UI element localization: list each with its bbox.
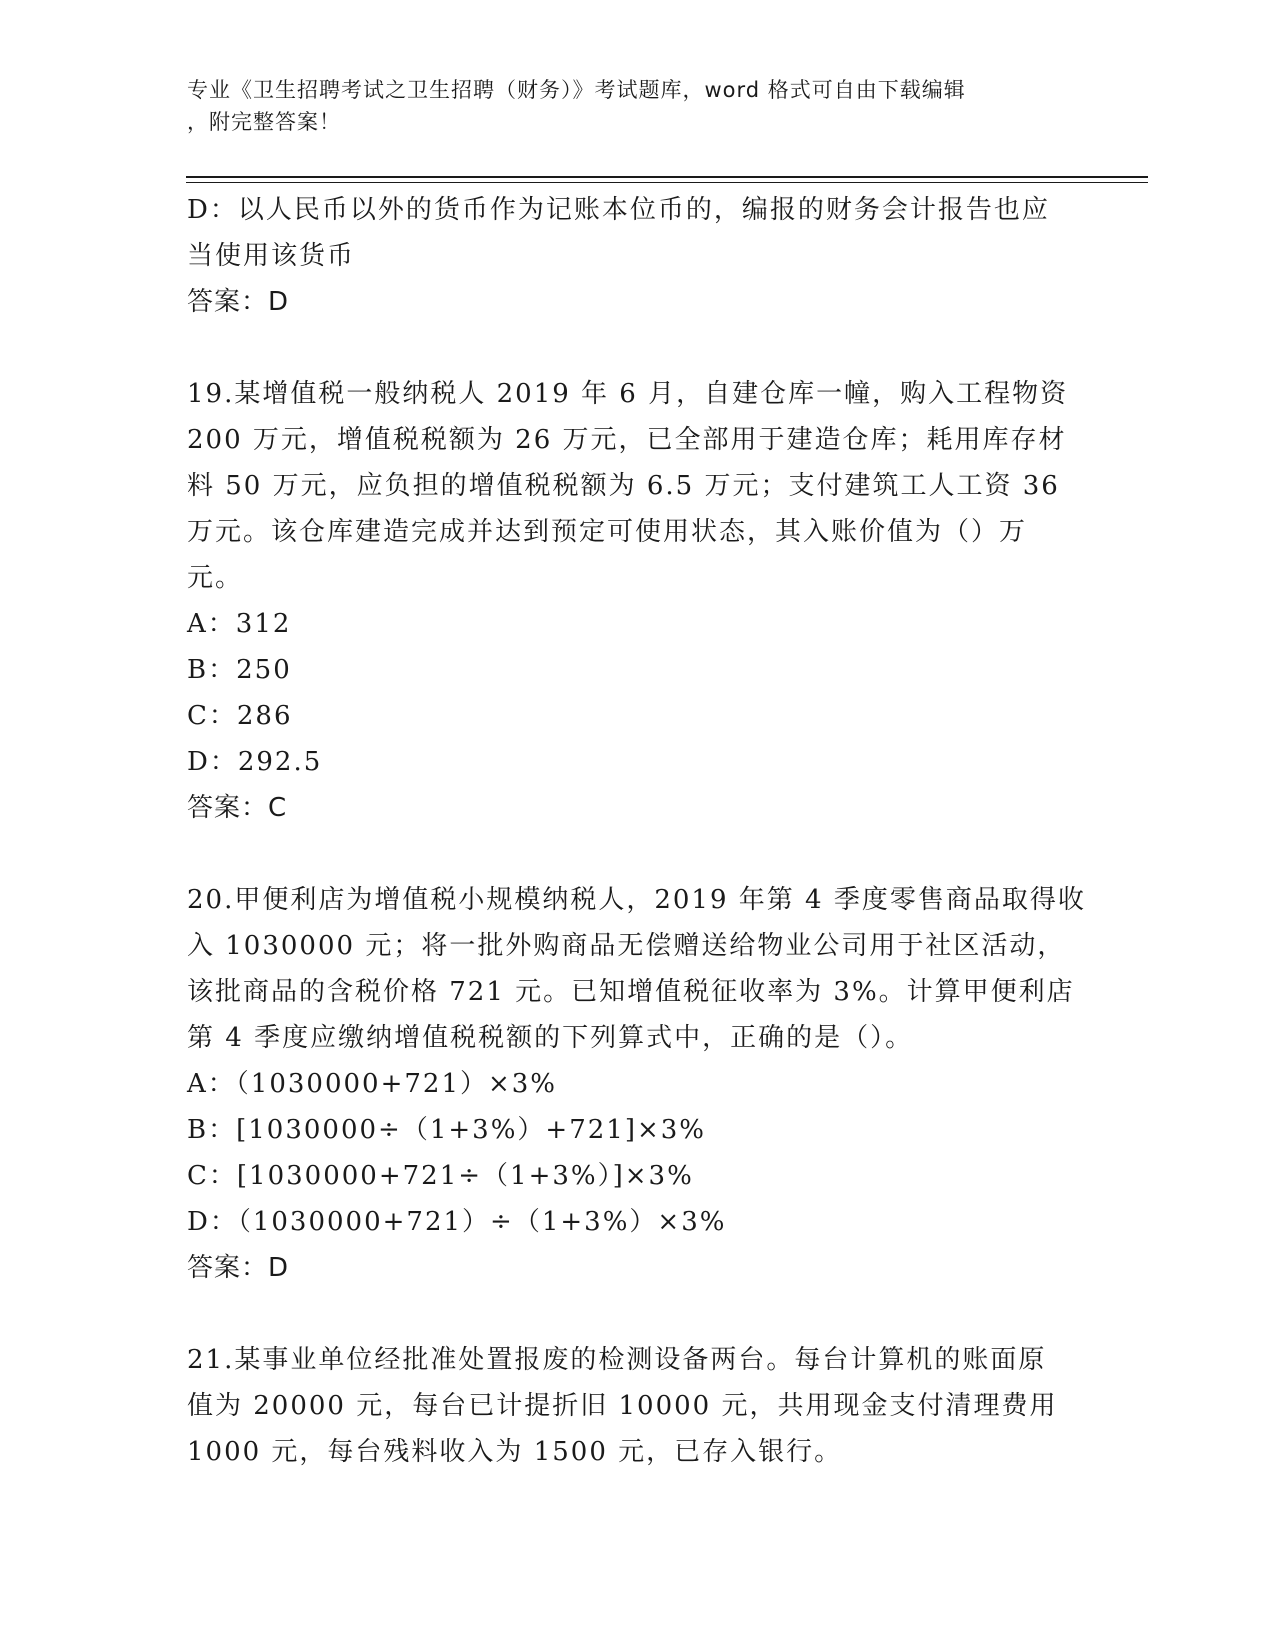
answer-label: 答案：D bbox=[187, 287, 290, 317]
question-stem-line: 19.某增值税一般纳税人 2019 年 6 月，自建仓库一幢，购入工程物资 bbox=[187, 379, 1069, 409]
header-line-2: ，附完整答案！ bbox=[187, 110, 341, 134]
option-b: B：[1030000÷（1+3%）+721]×3% bbox=[187, 1115, 706, 1145]
answer-label: 答案：C bbox=[187, 793, 288, 823]
question-21 bbox=[187, 1337, 1087, 1475]
option-c: C：286 bbox=[187, 701, 293, 731]
option-b: B：250 bbox=[187, 655, 292, 685]
question-19 bbox=[187, 371, 1087, 831]
option-c: C：[1030000+721÷（1+3%）]×3% bbox=[187, 1161, 694, 1191]
answer-label: 答案：D bbox=[187, 1253, 290, 1283]
header-divider-thin bbox=[186, 182, 1148, 183]
spacer bbox=[187, 325, 1087, 371]
header-divider bbox=[186, 176, 1148, 178]
question-stem-line: 万元。该仓库建造完成并达到预定可使用状态，其入账价值为（）万 bbox=[187, 517, 1028, 547]
question-stem-line: 料 50 万元，应负担的增值税税额为 6.5 万元；支付建筑工人工资 36 bbox=[187, 471, 1060, 501]
question-20 bbox=[187, 877, 1087, 1291]
option-d: D：以人民币以外的货币作为记账本位币的，编报的财务会计报告也应 bbox=[187, 195, 1050, 225]
question-stem-line: 元。 bbox=[187, 563, 244, 593]
question-stem-line: 21.某事业单位经批准处置报废的检测设备两台。每台计算机的账面原 bbox=[187, 1345, 1047, 1375]
question-stem-line: 第 4 季度应缴纳增值税税额的下列算式中，正确的是（）。 bbox=[187, 1023, 914, 1053]
spacer bbox=[187, 1291, 1087, 1337]
option-d: D：（1030000+721）÷（1+3%）×3% bbox=[187, 1207, 727, 1237]
option-d-continued: 当使用该货币 bbox=[187, 241, 356, 271]
question-stem-line: 1000 元，每台残料收入为 1500 元，已存入银行。 bbox=[187, 1437, 843, 1467]
page-header bbox=[187, 74, 1067, 138]
option-a: A：（1030000+721）×3% bbox=[187, 1069, 558, 1099]
question-stem-line: 入 1030000 元；将一批外购商品无偿赠送给物业公司用于社区活动， bbox=[187, 931, 1066, 961]
spacer bbox=[187, 831, 1087, 877]
question-stem-line: 值为 20000 元，每台已计提折旧 10000 元，共用现金支付清理费用 bbox=[187, 1391, 1058, 1421]
question-content bbox=[187, 187, 1087, 1475]
question-stem-line: 20.甲便利店为增值税小规模纳税人，2019 年第 4 季度零售商品取得收 bbox=[187, 885, 1086, 915]
header-line-1: 专业《卫生招聘考试之卫生招聘（财务）》考试题库，word 格式可自由下载编辑 bbox=[187, 78, 966, 102]
question-stem-line: 该批商品的含税价格 721 元。已知增值税征收率为 3%。计算甲便利店 bbox=[187, 977, 1075, 1007]
option-a: A：312 bbox=[187, 609, 292, 639]
prev-question-tail bbox=[187, 187, 1087, 325]
question-stem-line: 200 万元，增值税税额为 26 万元，已全部用于建造仓库；耗用库存材 bbox=[187, 425, 1067, 455]
option-d: D：292.5 bbox=[187, 747, 323, 777]
